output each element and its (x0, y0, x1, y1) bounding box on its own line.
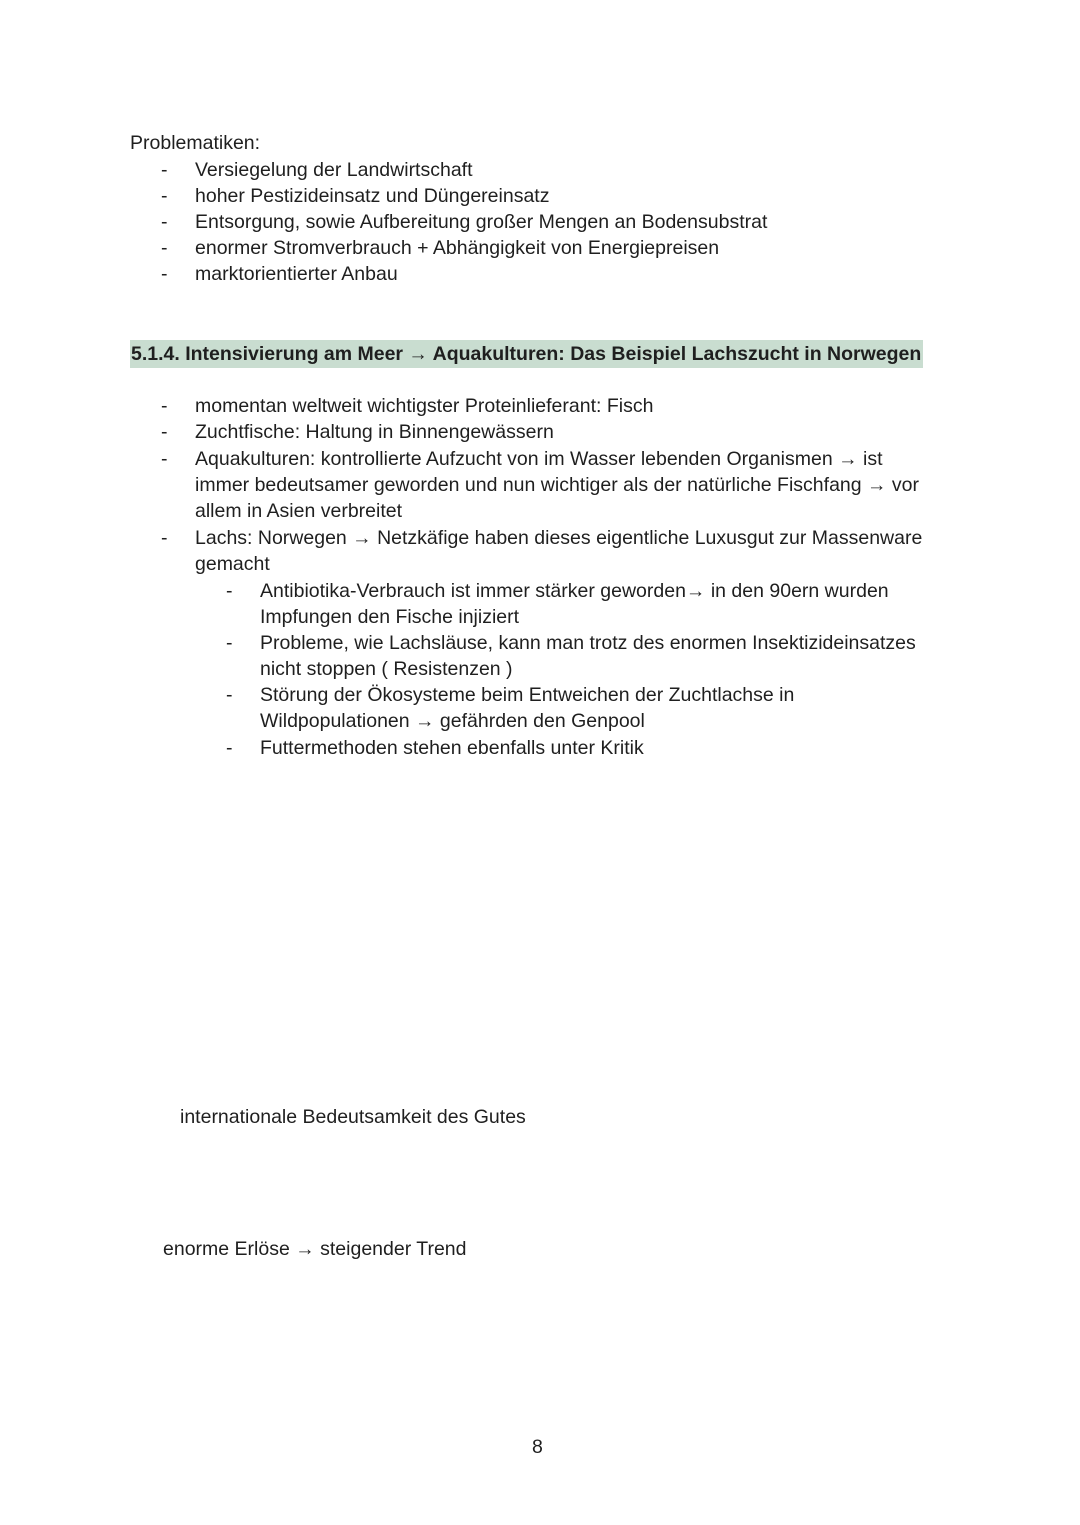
problem-text: enormer Stromverbrauch + Abhängigkeit von Energiepreisen (195, 237, 720, 259)
item-text: Zuchtfische: Haltung in Binnengewässern (195, 421, 554, 443)
subitem-text: nicht stoppen ( Resistenzen ) (260, 658, 513, 680)
problem-text: hoher Pestizideinsatz und Düngereinsatz (195, 185, 550, 207)
bullet-dash: - (161, 237, 168, 259)
item-text: momentan weltweit wichtigster Proteinlieferant: Fisch (195, 395, 654, 417)
subitem-text: Wildpopulationen → gefährden den Genpool (260, 710, 645, 732)
loose-note: internationale Bedeutsamkeit des Gutes (180, 1106, 526, 1128)
bullet-dash: - (161, 185, 168, 207)
page-number: 8 (532, 1436, 543, 1458)
item-text: Lachs: Norwegen → Netzkäfige haben dieses eigentliche Luxusgut zur Massenware (195, 527, 923, 549)
bullet-dash: - (161, 395, 168, 417)
bullet-dash: - (161, 263, 168, 285)
section-heading: 5.1.4. Intensivierung am Meer → Aquakulturen: Das Beispiel Lachszucht in Norwegen (130, 340, 923, 368)
item-text: allem in Asien verbreitet (195, 500, 403, 522)
item-text: Aquakulturen: kontrollierte Aufzucht von im Wasser lebenden Organismen → ist (195, 448, 883, 470)
item-text: gemacht (195, 553, 270, 575)
item-text: immer bedeutsamer geworden und nun wichtiger als der natürliche Fischfang → vor (195, 474, 920, 496)
bullet-dash: - (226, 632, 233, 654)
subitem-text: Impfungen den Fische injiziert (260, 606, 520, 628)
problems-label: Problematiken: (130, 132, 261, 154)
subitem-text: Probleme, wie Lachsläuse, kann man trotz des enormen Insektizideinsatzes (260, 632, 916, 654)
bullet-dash: - (226, 737, 233, 759)
bullet-dash: - (161, 448, 168, 470)
bullet-dash: - (226, 580, 233, 602)
loose-note: enorme Erlöse → steigender Trend (163, 1238, 467, 1260)
subitem-text: Antibiotika-Verbrauch ist immer stärker geworden→ in den 90ern wurden (260, 580, 889, 602)
bullet-dash: - (161, 211, 168, 233)
bullet-dash: - (161, 159, 168, 181)
bullet-dash: - (161, 421, 168, 443)
bullet-dash: - (161, 527, 168, 549)
problem-text: marktorientierter Anbau (195, 263, 398, 285)
problem-text: Versiegelung der Landwirtschaft (195, 159, 473, 181)
subitem-text: Störung der Ökosysteme beim Entweichen der Zuchtlachse in (260, 684, 795, 706)
problem-text: Entsorgung, sowie Aufbereitung großer Mengen an Bodensubstrat (195, 211, 768, 233)
subitem-text: Futtermethoden stehen ebenfalls unter Kritik (260, 737, 644, 759)
bullet-dash: - (226, 684, 233, 706)
